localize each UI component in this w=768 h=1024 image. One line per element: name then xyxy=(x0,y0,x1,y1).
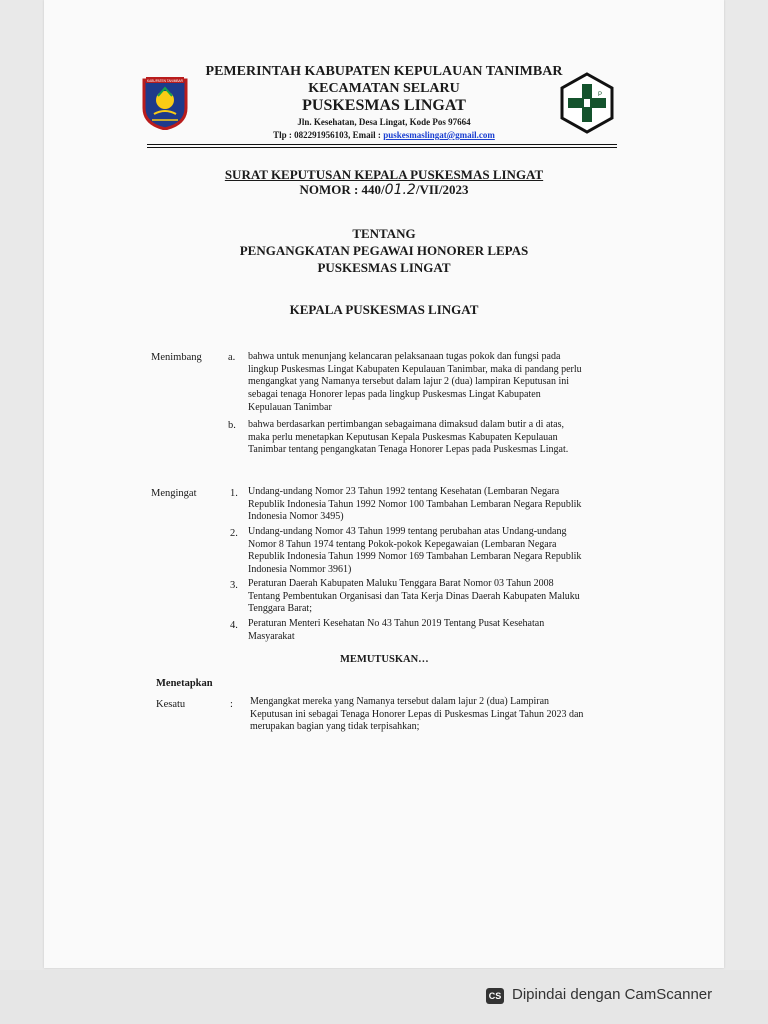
mengingat-label: Mengingat xyxy=(151,488,197,499)
subject-line-2: PUSKESMAS LINGAT xyxy=(317,260,451,275)
header-government: PEMERINTAH KABUPATEN KEPULAUAN TANIMBAR xyxy=(205,64,563,79)
number-suffix: /VII/2023 xyxy=(415,182,469,197)
subject-line-1: PENGANGKATAN PEGAWAI HONORER LEPAS xyxy=(239,243,529,258)
mengingat-mark-3: 3. xyxy=(230,580,238,591)
document-page xyxy=(44,0,724,968)
text-line: Indonesia Nomor 3495) xyxy=(248,511,344,523)
mengingat-mark-2: 2. xyxy=(230,528,238,539)
decree-title: SURAT KEPUTUSAN KEPALA PUSKESMAS LINGAT xyxy=(224,167,544,182)
mengingat-item-3 xyxy=(248,578,616,616)
text-line: maka perlu menetapkan Keputusan Kepala Puskesmas Kabupaten Kepulauan xyxy=(248,431,558,443)
text-line: lingkup Puskesmas Lingat Kabupaten Kepulauan Tanimbar, maka di pandang perlu xyxy=(248,363,582,375)
number-prefix: NOMOR : 440/ xyxy=(299,182,385,197)
text-line: Republik Indonesia Tahun 1999 Nomor 169 Tambahan Lembaran Negara Republik xyxy=(248,551,582,563)
menimbang-item-b xyxy=(248,419,616,457)
mengingat-mark-1: 1. xyxy=(230,488,238,499)
header-rule-thick xyxy=(147,144,617,145)
text-line: Undang-undang Nomor 43 Tahun 1999 tentang perubahan atas Undang-undang xyxy=(248,526,567,537)
camscanner-text: Dipindai dengan CamScanner xyxy=(512,986,713,1003)
header-district: KECAMATAN SELARU xyxy=(308,81,460,96)
text-line: bahwa untuk menunjang kelancaran pelaksanaan tugas pokok dan fungsi pada xyxy=(248,351,561,362)
mengingat-item-2 xyxy=(248,526,616,577)
text-line: Indonesia Nommor 3961) xyxy=(248,564,352,576)
text-line: sebagai tenaga Honorer lepas pada lingkup Puskesmas Lingat Kabupaten xyxy=(248,389,541,401)
menetapkan-label: Menetapkan xyxy=(156,678,213,689)
menimbang-mark-a: a. xyxy=(228,352,236,363)
contact-phone: Tlp : 082291956103, Email : xyxy=(273,130,384,140)
text-line: mengangkat yang Namanya tersebut dalam lajur 2 (dua) lampiran Keputusan ini xyxy=(248,376,570,388)
menimbang-item-a xyxy=(248,351,616,415)
text-line: Masyarakat xyxy=(248,630,295,642)
seal-text: KABUPATEN TANIMBAR xyxy=(147,79,183,83)
mengingat-item-4 xyxy=(248,618,616,643)
text-line: Peraturan Menteri Kesehatan No 43 Tahun 2019 Tentang Pusat Kesehatan xyxy=(248,618,545,629)
text-line: Kepulauan Tanimbar xyxy=(248,401,332,413)
mengingat-item-1 xyxy=(248,486,616,524)
text-line: Republik Indonesia Tahun 1992 Nomor 100 Tambahan Lembaran Negara Republik xyxy=(248,498,582,510)
email-link[interactable]: puskesmaslingat@gmail.com xyxy=(383,130,495,140)
text-line: Mengangkat mereka yang Namanya tersebut dalam lajur 2 (dua) Lampiran xyxy=(250,696,550,707)
header-contact xyxy=(0,130,768,140)
kepala-heading: KEPALA PUSKESMAS LINGAT xyxy=(289,302,479,317)
text-line: Tenggara Barat; xyxy=(248,603,312,615)
mengingat-mark-4: 4. xyxy=(230,620,238,631)
text-line: merupakan bagian yang tidak terpisahkan; xyxy=(250,721,420,733)
kesatu-label: Kesatu xyxy=(156,699,186,710)
text-line: Tentang Pembentukan Organisasi dan Tata Kerja Dinas Daerah Kabupaten Maluku xyxy=(248,590,580,602)
text-line: Keputusan ini sebagai Tenaga Honorer Lepas di Puskesmas Lingat Tahun 2023 dan xyxy=(250,708,584,720)
handwritten-number: 01.2 xyxy=(384,182,416,198)
text-line: Tanimbar tentang pengangkatan Tenaga Honorer Lepas pada Puskesmas Lingat. xyxy=(248,444,569,456)
menimbang-label: Menimbang xyxy=(151,352,202,363)
camscanner-icon: CS xyxy=(486,988,504,1004)
text-line: bahwa berdasarkan pertimbangan sebagaimana dimaksud dalam butir a di atas, xyxy=(248,419,564,430)
text-line: Undang-undang Nomor 23 Tahun 1992 tentang Kesehatan (Lembaran Negara xyxy=(248,486,560,497)
header-puskesmas: PUSKESMAS LINGAT xyxy=(302,97,466,114)
memutuskan-heading: MEMUTUSKAN… xyxy=(340,654,429,665)
menimbang-mark-b: b. xyxy=(228,420,236,431)
kesatu-colon: : xyxy=(230,699,233,710)
logo-letter: P xyxy=(598,92,603,98)
text-line: Nomor 8 Tahun 1974 tentang Pokok-pokok Kepegawaian (Lembaran Negara xyxy=(248,538,557,550)
tentang-heading: TENTANG xyxy=(352,226,416,241)
header-address: Jln. Kesehatan, Desa Lingat, Kode Pos 97664 xyxy=(297,117,471,127)
decree-number xyxy=(0,182,768,198)
text-line: Peraturan Daerah Kabupaten Maluku Tenggara Barat Nomor 03 Tahun 2008 xyxy=(248,578,554,589)
header-rule-thin xyxy=(147,147,617,148)
kesatu-text xyxy=(250,696,618,734)
